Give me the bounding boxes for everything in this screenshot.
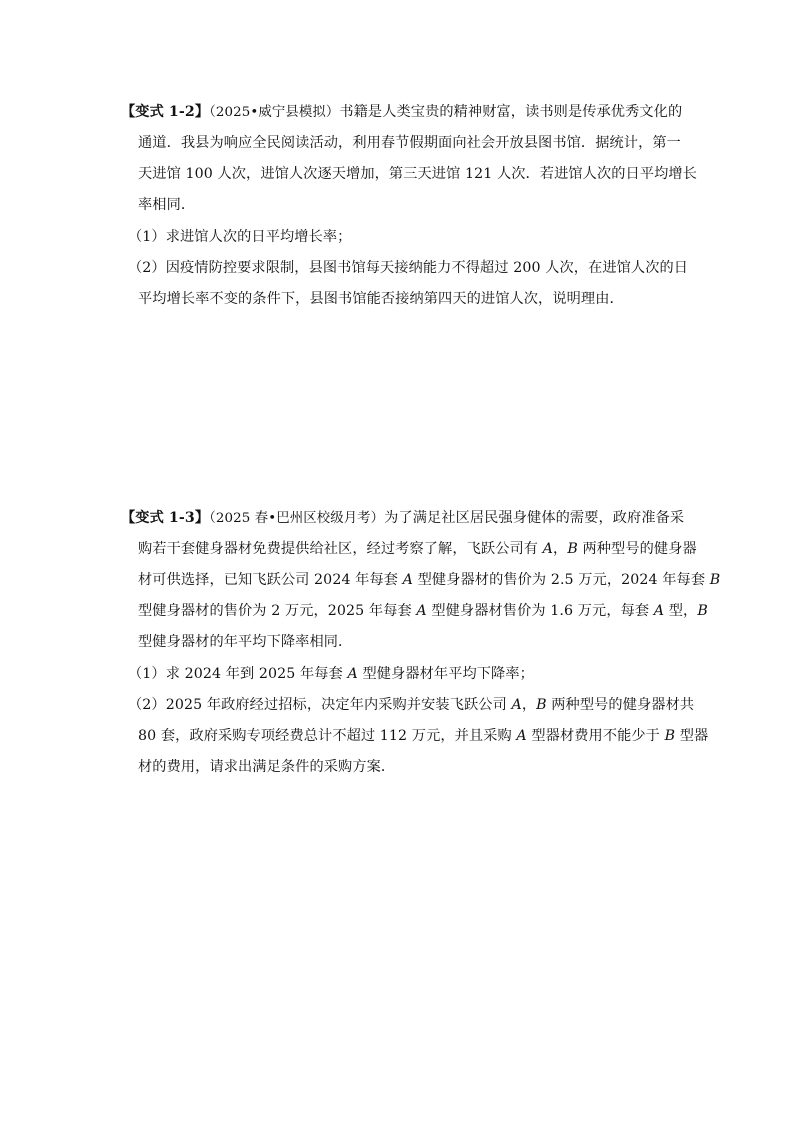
problem-text-line: 80 套，政府采购专项经费总计不超过 112 万元，并且采购 A 型器材费用不能少于 B 型器 [138,728,709,744]
problem-first-line [121,508,684,529]
problem-text-line: 平均增长率不变的条件下，县图书馆能否接纳第四天的进馆人次，说明理由． [138,291,624,307]
sub-question-2: （2）2025 年政府经过招标，决定年内采购并安装飞跃公司 A，B 两种型号的健身器材共 [128,697,695,713]
sub-question-1: （1）求进馆人次的日平均增长率； [128,229,352,245]
problem-text: 书籍是人类宝贵的精神财富，读书则是传承优秀文化的 [339,104,683,120]
problem-label: 【变式 1-3】 [121,510,210,526]
problem-label: 【变式 1-2】 [121,104,210,120]
problem-text-line: 通道．我县为响应全民阅读活动，利用春节假期面向社会开放县图书馆．据统计，第一 [138,135,681,151]
problem-text-line: 购若干套健身器材免费提供给社区，经过考察了解，飞跃公司有 A，B 两种型号的健身器 [138,541,697,557]
problem-text-line: 率相同． [138,197,196,213]
sub-question-2: （2）因疫情防控要求限制，县图书馆每天接纳能力不得超过 200 人次，在进馆人次的日 [128,260,689,276]
problem-text-line: 型健身器材的年平均下降率相同． [138,634,353,650]
problem-source: （2025•威宁县模拟） [209,105,340,120]
problem-text: 为了满足社区居民强身健体的需要，政府准备采 [384,510,685,526]
problem-text-line: 天进馆 100 人次，进馆人次逐天增加，第三天进馆 121 人次．若进馆人次的日平均增长 [138,166,697,182]
problem-text-line: 型健身器材的售价为 2 万元，2025 年每套 A 型健身器材售价为 1.6 万元，每套 A 型，B [138,603,708,619]
problem-first-line [121,102,682,123]
sub-question-1: （1）求 2024 年到 2025 年每套 A 型健身器材年平均下降率； [128,666,534,682]
problem-source: （2025 春•巴州区校级月考） [209,511,385,526]
problem-text-line: 材的费用，请求出满足条件的采购方案． [138,759,396,775]
problem-text-line: 材可供选择，已知飞跃公司 2024 年每套 A 型健身器材的售价为 2.5 万元，2024 年每套 B [138,572,721,588]
